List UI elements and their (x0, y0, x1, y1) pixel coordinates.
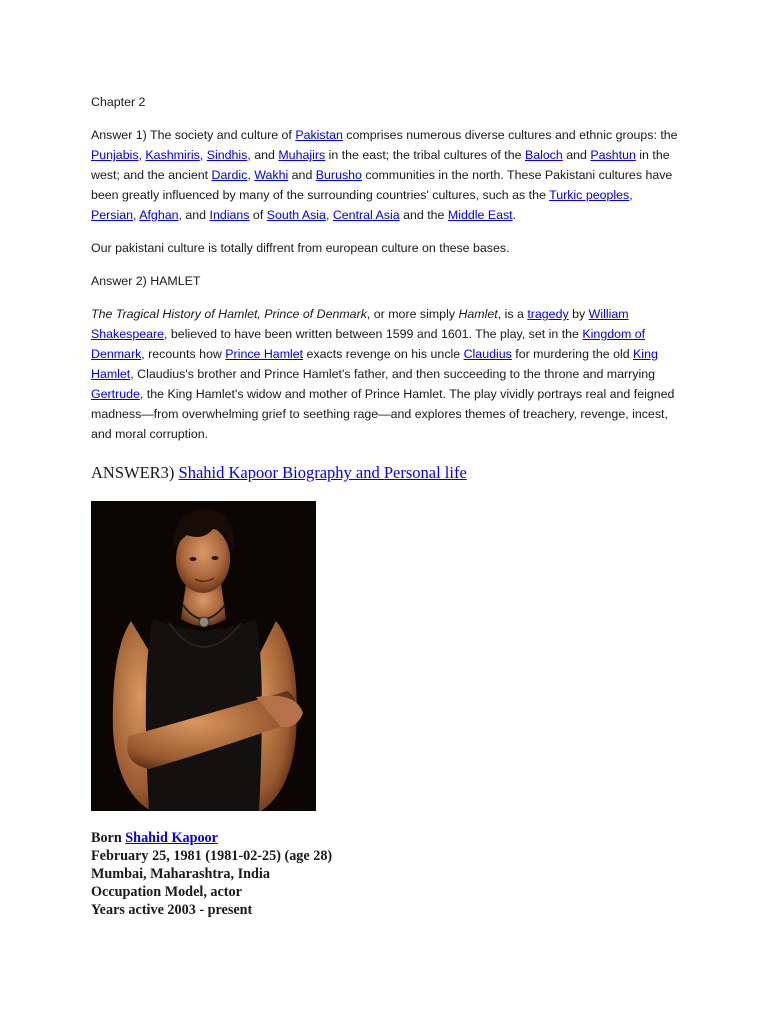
answer1-paragraph (91, 125, 681, 225)
link-pakistan[interactable]: Pakistan (295, 128, 343, 142)
text: , and (178, 208, 210, 222)
link-punjabis[interactable]: Punjabis (91, 148, 139, 162)
link-dardic[interactable]: Dardic (211, 168, 248, 182)
link-central-asia[interactable]: Central Asia (332, 208, 400, 222)
document-body (91, 92, 681, 498)
link-middle-east[interactable]: Middle East (447, 208, 513, 222)
text: , or more simply (366, 307, 459, 321)
link-turkic-peoples[interactable]: Turkic peoples (549, 188, 630, 202)
link-claudius[interactable]: Claudius (463, 347, 512, 361)
years-active: Years active 2003 - present (91, 902, 253, 918)
link-gertrude[interactable]: Gertrude (91, 387, 140, 401)
born-label: Born (91, 830, 126, 846)
link-shahid-kapoor[interactable]: Shahid Kapoor (125, 830, 218, 846)
hamlet-paragraph (91, 304, 681, 444)
portrait-illustration (91, 501, 316, 811)
answer3-prefix: ANSWER3) (91, 463, 179, 482)
link-kashmiris[interactable]: Kashmiris (145, 148, 200, 162)
text: and (288, 168, 316, 182)
text: , (133, 208, 140, 222)
text: , (199, 148, 207, 162)
link-king-hamlet[interactable]: King Hamlet (91, 347, 658, 381)
text: , believed to have been written between 1599 and 1601. The play, set in the (164, 327, 583, 341)
birth-date: February 25, 1981 (1981-02-25) (age 28) (91, 848, 333, 864)
link-prince-hamlet[interactable]: Prince Hamlet (225, 347, 304, 361)
shahid-kapoor-photo (91, 501, 316, 811)
text: , (247, 168, 255, 182)
answer3-heading (91, 462, 681, 484)
text: communities in the north. These Pakistani cultures have been greatly influenced by many of the surrounding countries' cultures, such as the (91, 168, 673, 202)
text: and (562, 148, 591, 162)
biography-facts (91, 829, 511, 919)
link-baloch[interactable]: Baloch (524, 148, 563, 162)
text: by (568, 307, 589, 321)
answer2-heading: Answer 2) HAMLET (91, 274, 201, 288)
link-indians[interactable]: Indians (209, 208, 250, 222)
text: , recounts how (141, 347, 226, 361)
text: . (512, 208, 517, 222)
text: of (249, 208, 267, 222)
text: , (629, 188, 633, 202)
text: exacts revenge on his uncle (303, 347, 464, 361)
text: , and (247, 148, 279, 162)
link-william-shakespeare[interactable]: William Shakespeare (91, 307, 629, 341)
text: , (325, 208, 333, 222)
text: in the west; and the ancient (91, 148, 670, 182)
link-south-asia[interactable]: South Asia (266, 208, 326, 222)
text: Answer 1) The society and culture of (91, 128, 296, 142)
link-tragedy[interactable]: tragedy (527, 307, 569, 321)
link-muhajirs[interactable]: Muhajirs (278, 148, 326, 162)
link-wakhi[interactable]: Wakhi (254, 168, 289, 182)
text: for murdering the old (511, 347, 634, 361)
text: , Claudius's brother and Prince Hamlet's father, and then succeeding to the throne and marrying (130, 367, 656, 381)
link-shahid-kapoor-biography[interactable]: Shahid Kapoor Biography and Personal life (178, 463, 467, 482)
link-afghan[interactable]: Afghan (139, 208, 179, 222)
chapter-heading: Chapter 2 (91, 95, 146, 109)
occupation: Occupation Model, actor (91, 884, 242, 900)
birth-place: Mumbai, Maharashtra, India (91, 866, 270, 882)
text: , is a (497, 307, 528, 321)
hamlet-full-title: The Tragical History of Hamlet, Prince of Denmark (91, 307, 367, 321)
link-pashtun[interactable]: Pashtun (590, 148, 636, 162)
link-kingdom-of-denmark[interactable]: Kingdom of Denmark (91, 327, 646, 361)
born-line (91, 829, 511, 847)
hamlet-short-title: Hamlet (458, 307, 498, 321)
text: , (138, 148, 146, 162)
text: , the King Hamlet's widow and mother of Prince Hamlet. The play vividly portrays real and feigned madness—from overwhelming grief to seething rage—and explores themes of treachery, revenge, incest, and moral corruption. (91, 387, 675, 441)
text: in the east; the tribal cultures of the (325, 148, 525, 162)
link-sindhis[interactable]: Sindhis (206, 148, 248, 162)
culture-note: Our pakistani culture is totally diffrent from european culture on these bases. (91, 241, 510, 255)
link-persian[interactable]: Persian (91, 208, 134, 222)
link-burusho[interactable]: Burusho (315, 168, 362, 182)
text: and the (399, 208, 448, 222)
text: comprises numerous diverse cultures and ethnic groups: the (342, 128, 678, 142)
